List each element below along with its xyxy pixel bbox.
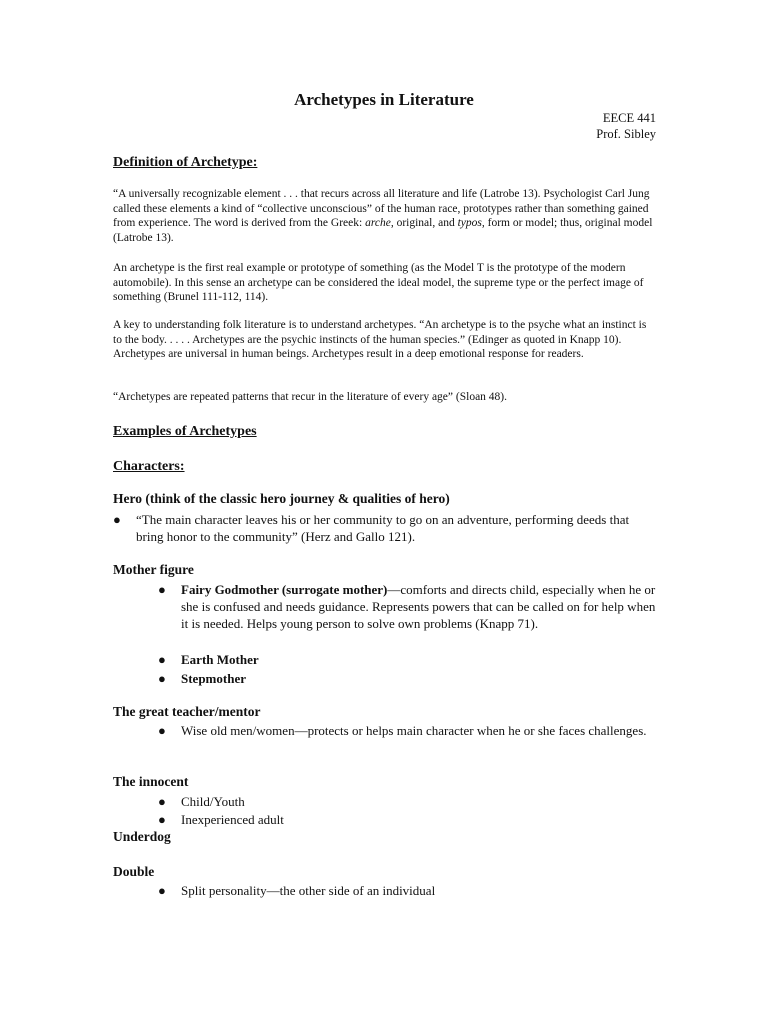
mother-figure-heading: Mother figure bbox=[113, 562, 194, 577]
teacher-heading: The great teacher/mentor bbox=[113, 704, 261, 719]
definition-paragraph-3: A key to understanding folk literature is to understand archetypes. “An archetype is to the psyche what an instinct is to the body. . . . . Archetypes are the psychic instincts of the human species.” (Edinger as quoted in Knapp 10). Archetypes are universal in human beings. Archetypes result in a deep emotional response for readers. bbox=[113, 319, 647, 360]
bullet-icon: ● bbox=[158, 671, 166, 686]
definition-paragraph-2: An archetype is the first real example or prototype of something (as the Model T is the prototype of the modern automobile). In this sense an archetype can be considered the ideal model, the supreme type or the perfect image of something (Brunel 111-112, 114). bbox=[113, 262, 644, 303]
bullet-icon: ● bbox=[113, 512, 121, 527]
examples-heading: Examples of Archetypes bbox=[113, 424, 257, 439]
stepmother-label: Stepmother bbox=[181, 671, 246, 686]
course-code: EECE 441 bbox=[602, 111, 656, 125]
fairy-godmother-text: —comforts and directs child, especially when he or she is confused and needs guidance. Represents powers that can be called on for help when it is needed. Helps young person to solve own problems (Knapp 71). bbox=[181, 582, 656, 631]
definition-paragraph-1: “A universally recognizable element . . . that recurs across all literature and life (Latrobe 13). Psychologist Carl Jung called these elements a kind of “collective unconscious” of the human race, prototypes rather than something gained from experience. The word is derived from the Greek: arche, original, and typos, form or model; thus, original model (Latrobe 13). bbox=[113, 188, 653, 244]
bullet-icon: ● bbox=[158, 652, 166, 667]
innocent-heading: The innocent bbox=[113, 774, 189, 789]
page-title: Archetypes in Literature bbox=[294, 90, 474, 109]
earth-mother-label: Earth Mother bbox=[181, 652, 259, 667]
double-bullet-text: Split personality—the other side of an individual bbox=[181, 883, 436, 898]
hero-heading: Hero (think of the classic hero journey & qualities of hero) bbox=[113, 491, 450, 506]
underdog-heading: Underdog bbox=[113, 829, 171, 844]
instructor-name: Prof. Sibley bbox=[596, 127, 656, 141]
bullet-icon: ● bbox=[158, 723, 166, 738]
bullet-icon: ● bbox=[158, 794, 166, 809]
definition-heading: Definition of Archetype: bbox=[113, 155, 258, 170]
definition-paragraph-4: “Archetypes are repeated patterns that recur in the literature of every age” (Sloan 48). bbox=[113, 391, 507, 403]
bullet-icon: ● bbox=[158, 883, 166, 898]
teacher-bullet-text: Wise old men/women—protects or helps main character when he or she faces challenges. bbox=[181, 723, 647, 738]
bullet-icon: ● bbox=[158, 812, 166, 827]
child-youth-text: Child/Youth bbox=[181, 794, 245, 809]
inexperienced-adult-text: Inexperienced adult bbox=[181, 812, 284, 827]
bullet-icon: ● bbox=[158, 582, 166, 597]
characters-heading: Characters: bbox=[113, 459, 185, 474]
hero-bullet-text: “The main character leaves his or her community to go on an adventure, performing deeds that bring honor to the community” (Herz and Gallo 121). bbox=[136, 512, 630, 544]
double-heading: Double bbox=[113, 864, 155, 879]
fairy-godmother-label: Fairy Godmother (surrogate mother) bbox=[181, 582, 388, 597]
